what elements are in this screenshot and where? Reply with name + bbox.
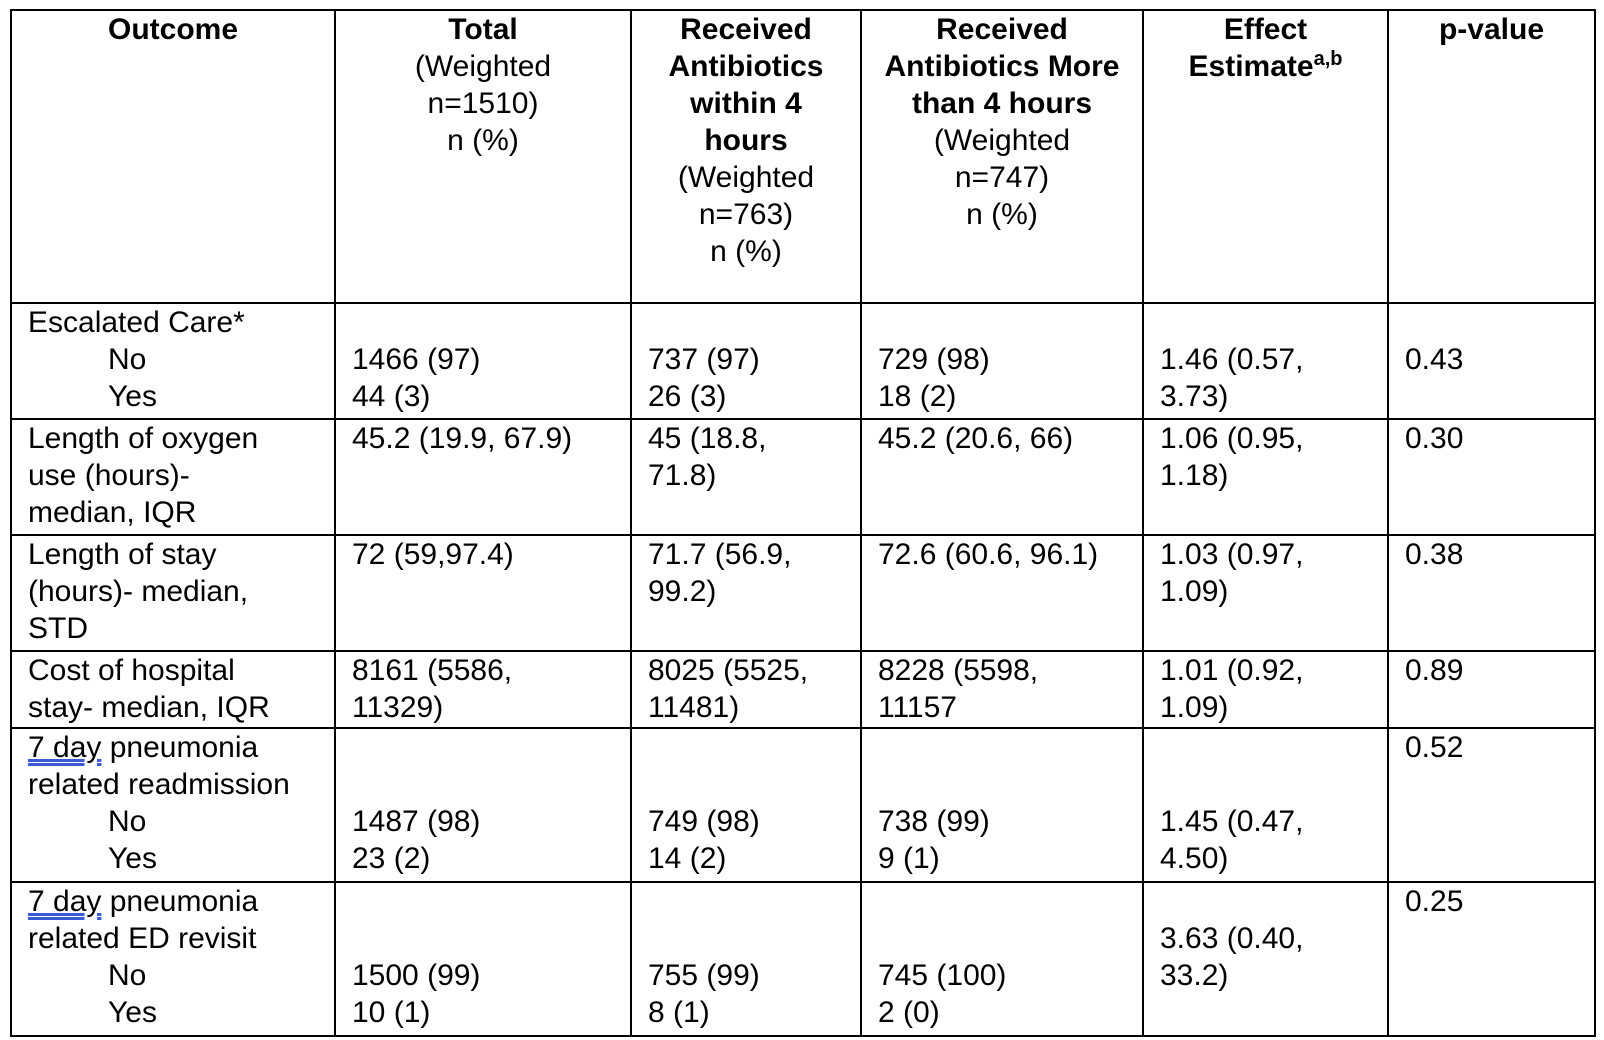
cell-value: 71.7 (56.9, (648, 537, 792, 571)
header-within4-title: within 4 (690, 87, 802, 120)
spacer (1160, 766, 1379, 803)
cell-value: 44 (3) (352, 380, 431, 413)
outcome-label: stay- median, IQR (28, 690, 270, 724)
header-within4-title: Received (680, 13, 812, 46)
spacer (878, 883, 1134, 920)
cell-value: 0.30 (1405, 421, 1464, 455)
cell-value: 0.25 (1405, 885, 1464, 919)
more4-cell (861, 728, 1143, 882)
spacer (878, 920, 1134, 957)
spacer (878, 766, 1134, 803)
cell-value: 0.52 (1405, 731, 1464, 765)
table-row (11, 728, 1595, 882)
effect-cell (1143, 651, 1388, 729)
pvalue-cell (1388, 419, 1595, 535)
header-more4-title: than 4 hours (911, 87, 1092, 120)
pvalue-cell (1388, 535, 1595, 651)
cell-value: 45 (18.8, (648, 421, 767, 455)
outcome-cell (11, 728, 335, 882)
effect-cell (1143, 419, 1388, 535)
outcome-sublabel: No (108, 959, 147, 993)
cell-value: 1487 (98) (352, 805, 481, 839)
cell-value: 18 (2) (878, 380, 957, 413)
cell-value: 8228 (5598, (878, 653, 1039, 687)
cell-value: 8 (1) (648, 996, 710, 1030)
outcome-label: related readmission (28, 768, 290, 802)
pvalue-cell (1388, 882, 1595, 1036)
outcome-label-underlined: 7 day (28, 731, 102, 765)
cell-value: 4.50) (1160, 842, 1229, 876)
table-row (11, 419, 1595, 535)
spacer (352, 304, 622, 341)
cell-value: 1466 (97) (352, 343, 481, 376)
cell-value: 3.63 (0.40, (1160, 922, 1304, 956)
header-total (335, 10, 631, 303)
outcomes-table (10, 9, 1596, 1037)
cell-value: 1500 (99) (352, 959, 481, 993)
spacer (648, 920, 852, 957)
outcome-sublabel: Yes (108, 996, 157, 1030)
outcome-label (28, 729, 326, 766)
header-effect-estimate (1143, 10, 1388, 303)
outcome-label: median, IQR (28, 495, 197, 529)
cell-value: 99.2) (648, 574, 717, 608)
header-within4-title: Antibiotics (668, 50, 824, 83)
within4-cell (631, 535, 861, 651)
total-cell (335, 303, 631, 419)
spacer (352, 766, 622, 803)
cell-value: 2 (0) (878, 996, 940, 1030)
header-within-4-hours (631, 10, 861, 303)
cell-value: 749 (98) (648, 805, 760, 839)
outcome-label: (hours)- median, (28, 574, 249, 608)
outcome-cell (11, 535, 335, 651)
outcome-label: use (hours)- (28, 458, 190, 492)
outcome-label-underlined: 7 day (28, 885, 102, 919)
spacer (878, 304, 1134, 341)
spacer (648, 766, 852, 803)
header-row (11, 10, 1595, 303)
more4-cell (861, 535, 1143, 651)
total-cell (335, 651, 631, 729)
outcome-cell (11, 651, 335, 729)
header-outcome-title: Outcome (107, 13, 239, 46)
spacer (352, 729, 622, 766)
cell-value: 71.8) (648, 458, 717, 492)
spacer (648, 304, 852, 341)
spacer (648, 729, 852, 766)
cell-value: 1.09) (1160, 690, 1229, 724)
within4-cell (631, 728, 861, 882)
spacer (352, 920, 622, 957)
outcome-sublabel: Yes (108, 380, 157, 413)
outcome-label (28, 883, 326, 920)
outcome-label-rest: pneumonia (101, 731, 259, 765)
cell-value: 11481) (648, 690, 740, 724)
header-within4-line: (Weighted (677, 161, 815, 194)
outcome-label: STD (28, 611, 88, 645)
table-row (11, 882, 1595, 1036)
cell-value: 72.6 (60.6, 96.1) (878, 537, 1099, 571)
spacer (1405, 304, 1586, 341)
cell-value: 33.2) (1160, 959, 1229, 993)
header-effect-line1: Effect (1223, 13, 1308, 46)
cell-value: 72 (59,97.4) (352, 537, 514, 571)
table-row (11, 651, 1595, 729)
header-p-value (1388, 10, 1595, 303)
cell-value: 8161 (5586, (352, 653, 513, 687)
cell-value: 1.03 (0.97, (1160, 537, 1304, 571)
spacer (648, 883, 852, 920)
cell-value: 1.46 (0.57, (1160, 343, 1304, 376)
total-cell (335, 535, 631, 651)
outcome-label: Escalated Care* (28, 306, 245, 339)
outcome-label: related ED revisit (28, 922, 257, 956)
spacer (1160, 883, 1379, 920)
more4-cell (861, 882, 1143, 1036)
spacer (1160, 729, 1379, 766)
table-row (11, 303, 1595, 419)
header-total-line: (Weighted (414, 50, 552, 83)
within4-cell (631, 419, 861, 535)
effect-cell (1143, 728, 1388, 882)
outcome-label: Cost of hospital (28, 653, 235, 687)
cell-value: 14 (2) (648, 842, 727, 876)
more4-cell (861, 419, 1143, 535)
header-more4-line: n (%) (966, 198, 1038, 231)
effect-cell (1143, 303, 1388, 419)
cell-value: 1.18) (1160, 458, 1229, 492)
header-total-line: n=1510) (427, 87, 539, 120)
header-total-title: Total (448, 13, 518, 46)
more4-cell (861, 651, 1143, 729)
cell-value: 8025 (5525, (648, 653, 809, 687)
outcome-cell (11, 419, 335, 535)
outcome-sublabel: No (108, 805, 147, 839)
header-within4-title: hours (704, 124, 788, 157)
pvalue-cell (1388, 728, 1595, 882)
cell-value: 738 (99) (878, 805, 990, 839)
cell-value: 1.01 (0.92, (1160, 653, 1304, 687)
cell-value: 9 (1) (878, 842, 940, 876)
outcome-label: Length of stay (28, 537, 217, 571)
table-row (11, 535, 1595, 651)
within4-cell (631, 882, 861, 1036)
header-effect-line2 (1150, 48, 1381, 85)
header-within4-line: n=763) (698, 198, 794, 231)
spacer (878, 729, 1134, 766)
cell-value: 0.89 (1405, 653, 1464, 687)
header-more4-line: n=747) (954, 161, 1050, 194)
cell-value: 23 (2) (352, 842, 431, 876)
cell-value: 0.43 (1405, 343, 1464, 376)
pvalue-cell (1388, 651, 1595, 729)
outcome-label: Length of oxygen (28, 421, 259, 455)
total-cell (335, 419, 631, 535)
cell-value: 1.06 (0.95, (1160, 421, 1304, 455)
within4-cell (631, 303, 861, 419)
effect-cell (1143, 882, 1388, 1036)
cell-value: 45.2 (19.9, 67.9) (352, 421, 573, 455)
total-cell (335, 882, 631, 1036)
outcome-sublabel: No (108, 343, 147, 376)
cell-value: 11329) (352, 690, 444, 724)
within4-cell (631, 651, 861, 729)
cell-value: 45.2 (20.6, 66) (878, 421, 1074, 455)
cell-value: 10 (1) (352, 996, 431, 1030)
cell-value: 11157 (878, 690, 957, 724)
header-more-than-4-hours (861, 10, 1143, 303)
more4-cell (861, 303, 1143, 419)
header-outcome (11, 10, 335, 303)
effect-cell (1143, 535, 1388, 651)
total-cell (335, 728, 631, 882)
cell-value: 1.45 (0.47, (1160, 805, 1304, 839)
outcome-label-rest: pneumonia (101, 885, 259, 919)
header-more4-title: Received (936, 13, 1068, 46)
outcome-cell (11, 303, 335, 419)
outcome-sublabel: Yes (108, 842, 157, 876)
cell-value: 745 (100) (878, 959, 1007, 993)
spacer (1160, 304, 1379, 341)
header-more4-title: Antibiotics More (884, 50, 1120, 83)
header-total-line: n (%) (447, 124, 519, 157)
outcome-cell (11, 882, 335, 1036)
cell-value: 26 (3) (648, 380, 727, 413)
header-more4-line: (Weighted (933, 124, 1071, 157)
cell-value: 729 (98) (878, 343, 990, 376)
pvalue-cell (1388, 303, 1595, 419)
cell-value: 1.09) (1160, 574, 1229, 608)
spacer (352, 883, 622, 920)
cell-value: 3.73) (1160, 380, 1229, 413)
cell-value: 0.38 (1405, 537, 1464, 571)
header-effect-footnote: a,b (1313, 48, 1343, 70)
header-within4-line: n (%) (710, 235, 782, 268)
header-effect-word: Estimate (1188, 50, 1314, 83)
cell-value: 755 (99) (648, 959, 760, 993)
cell-value: 737 (97) (648, 343, 760, 376)
header-pvalue-title: p-value (1438, 13, 1545, 46)
